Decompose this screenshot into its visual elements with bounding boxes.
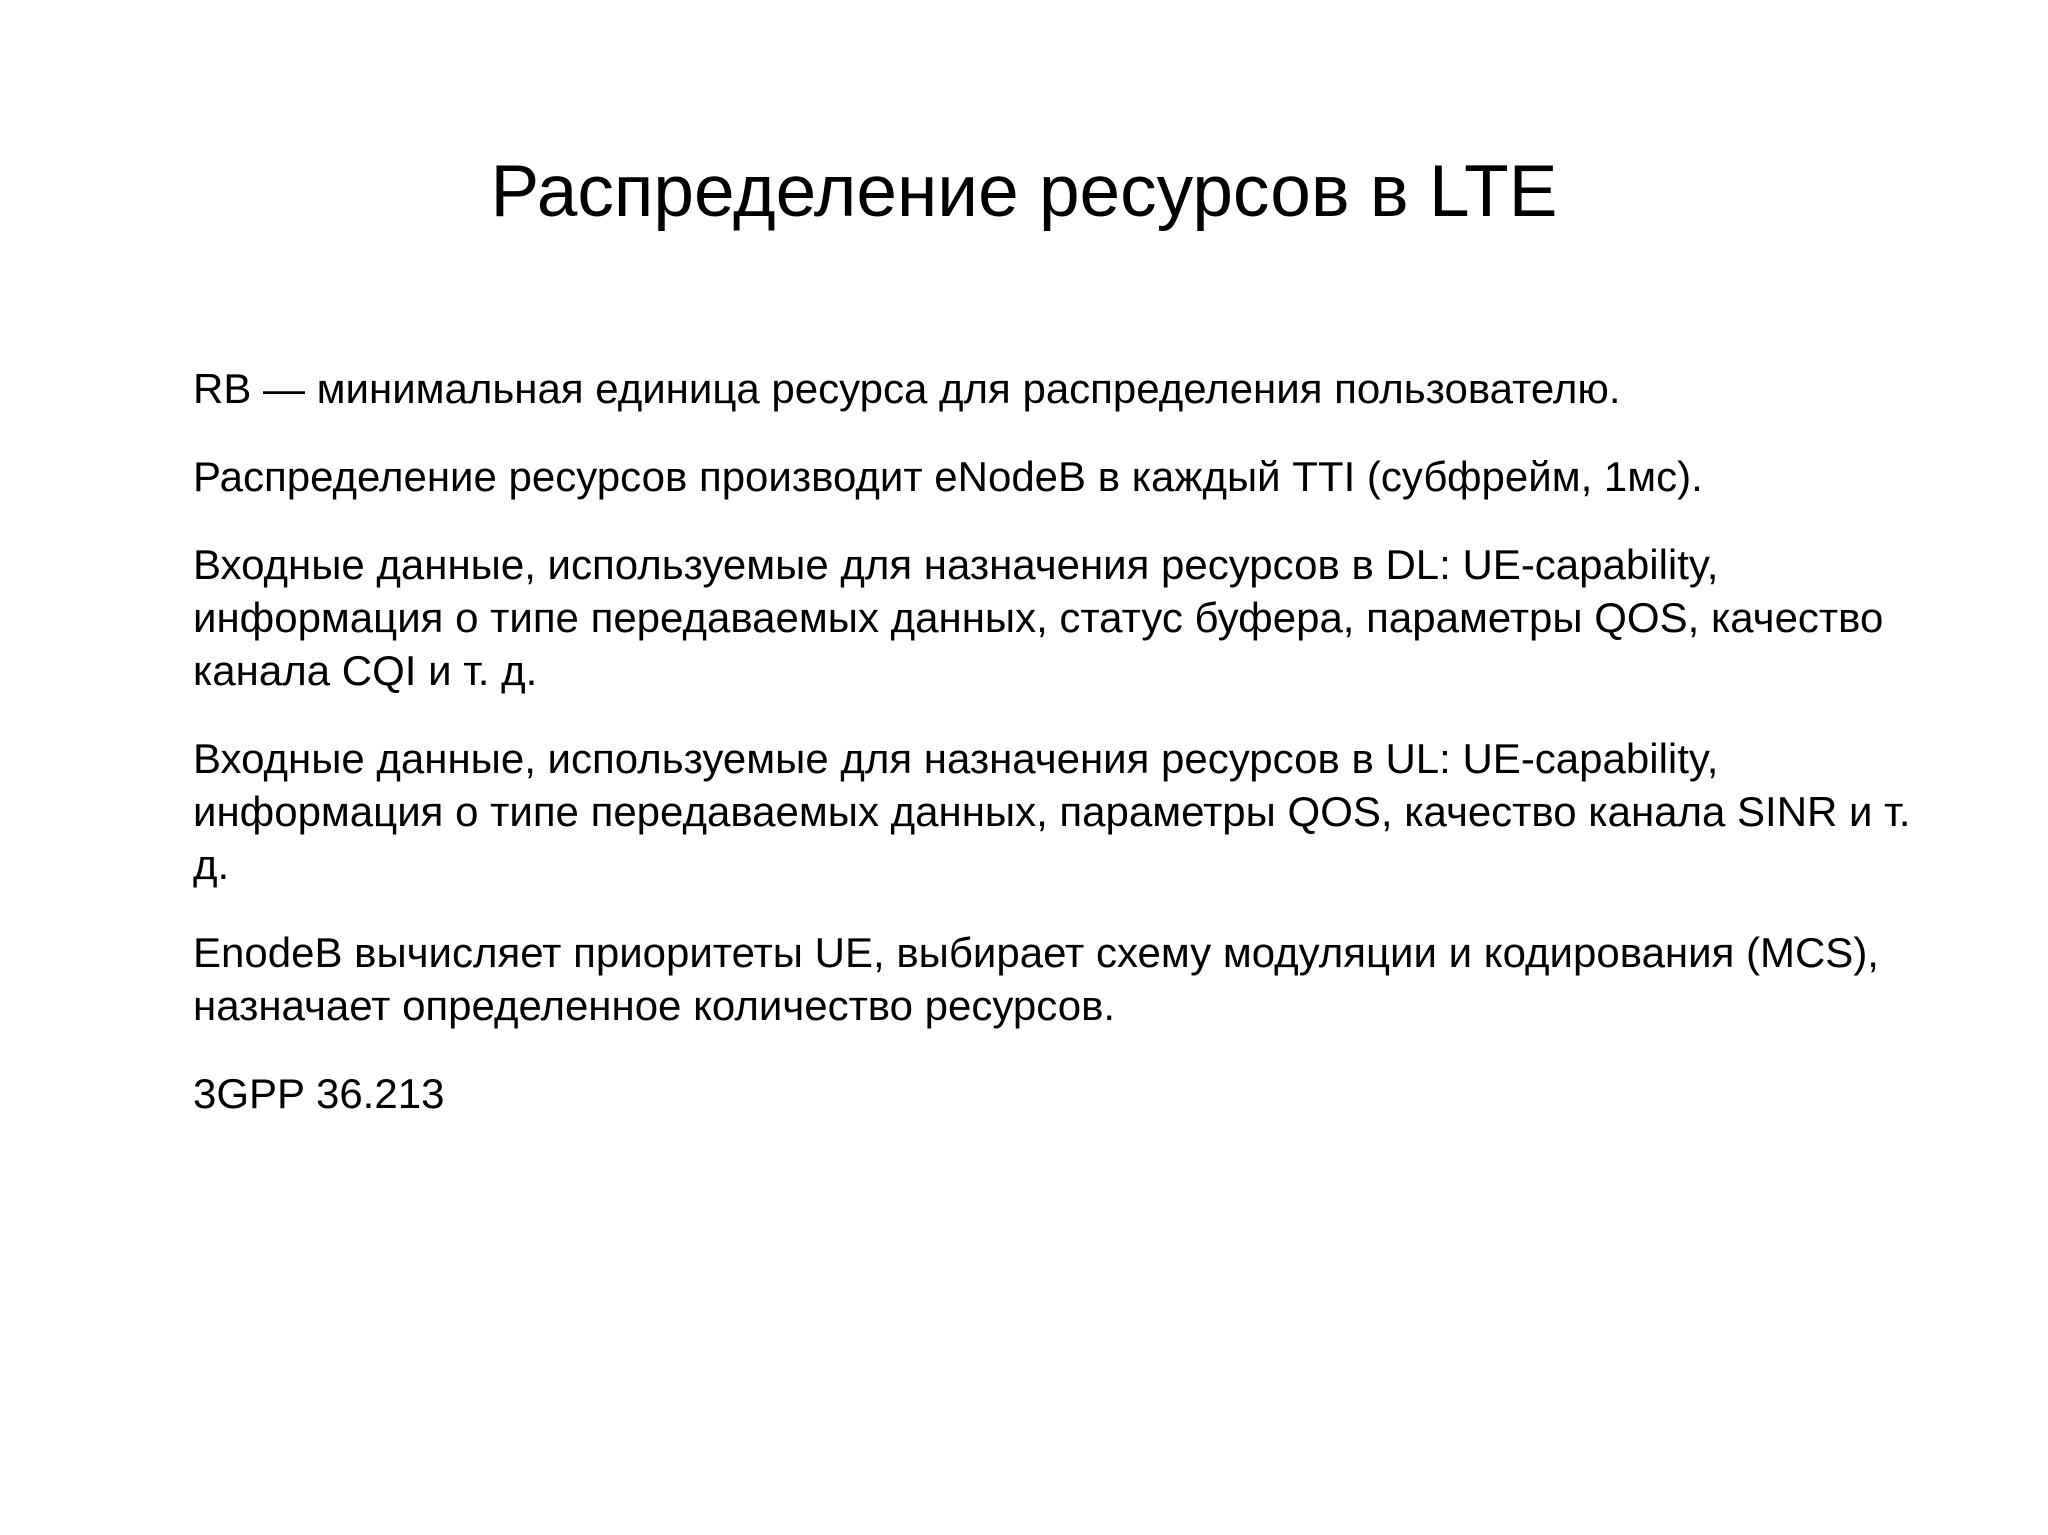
paragraph-dl-inputs: Входные данные, используемые для назначения ресурсов в DL: UE-capability, информация о типе передаваемых данных, статус буфера, параметры QOS, качество канала CQI и т. д. xyxy=(193,541,1884,694)
slide-title: Распределение ресурсов в LTE xyxy=(490,151,1558,232)
paragraph-ul-inputs: Входные данные, используемые для назначения ресурсов в UL: UE-capability, информация о типе передаваемых данных, параметры QOS, качество канала SINR и т. д. xyxy=(193,735,1911,888)
slide-body xyxy=(193,362,1953,1155)
paragraph-enodeb-tti: Распределение ресурсов производит eNodeB в каждый TTI (субфрейм, 1мс). xyxy=(193,453,1703,500)
paragraph-rb-definition: RB — минимальная единица ресурса для распределения пользователю. xyxy=(193,365,1621,412)
paragraph-3gpp-reference: 3GPP 36.213 xyxy=(193,1070,445,1117)
paragraph-enodeb-mcs: EnodeB вычисляет приоритеты UE, выбирает схему модуляции и кодирования (MCS), назначает определенное количество ресурсов. xyxy=(193,929,1879,1029)
